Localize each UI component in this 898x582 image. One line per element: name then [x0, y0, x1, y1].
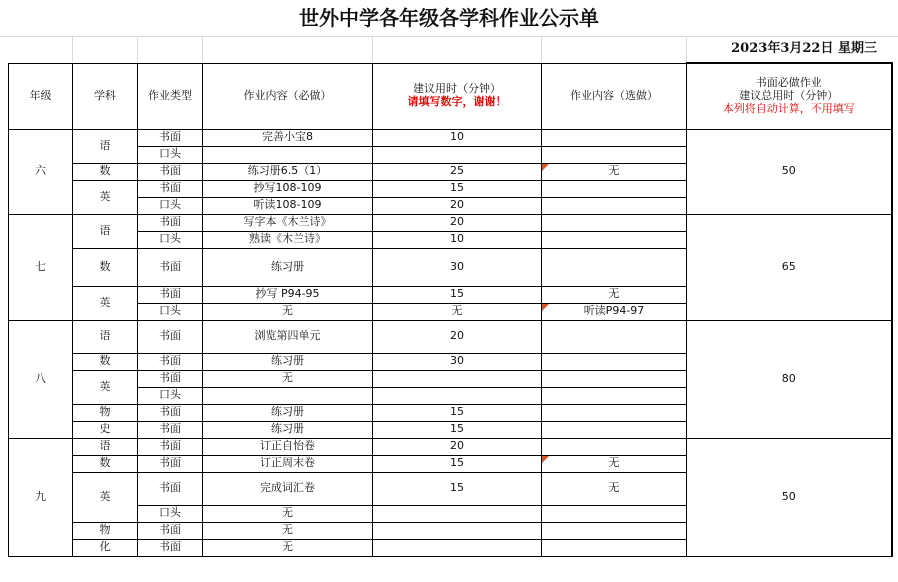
content-required-cell[interactable]: 完善小宝8 — [203, 129, 373, 146]
content-optional-cell[interactable] — [542, 522, 687, 539]
content-required-cell[interactable]: 无 — [203, 505, 373, 522]
content-required-cell[interactable]: 练习册 — [203, 421, 373, 438]
content-required-cell[interactable]: 无 — [203, 303, 373, 320]
content-optional-cell[interactable]: 无 — [542, 163, 687, 180]
type-cell-oral[interactable]: 口头 — [138, 303, 203, 320]
type-cell-written[interactable]: 书面 — [138, 370, 203, 387]
time-cell[interactable]: 15 — [373, 180, 542, 197]
content-required-cell[interactable]: 抄写108-109 — [203, 180, 373, 197]
subject-cell-chinese[interactable]: 语 — [73, 214, 138, 248]
grade-cell[interactable]: 六 — [9, 129, 73, 214]
time-cell[interactable]: 20 — [373, 197, 542, 214]
content-optional-cell[interactable] — [542, 438, 687, 455]
header-total-line2: 建议总用时（分钟） — [739, 88, 839, 102]
time-cell[interactable]: 15 — [373, 455, 542, 472]
content-required-cell[interactable]: 练习册 — [203, 353, 373, 370]
content-optional-cell[interactable] — [542, 248, 687, 286]
header-row — [9, 63, 892, 129]
content-required-cell[interactable]: 浏览第四单元 — [203, 320, 373, 353]
time-cell[interactable] — [373, 387, 542, 404]
content-required-cell[interactable]: 练习册 — [203, 248, 373, 286]
content-required-cell[interactable]: 听读108-109 — [203, 197, 373, 214]
content-optional-cell[interactable] — [542, 387, 687, 404]
subject-cell-chemistry[interactable]: 化 — [73, 539, 138, 556]
type-cell-written[interactable]: 书面 — [138, 438, 203, 455]
time-cell[interactable]: 30 — [373, 353, 542, 370]
header-grade: 年级 — [9, 63, 73, 129]
gridline — [72, 36, 73, 62]
header-total-line1: 书面必做作业 — [755, 76, 822, 90]
subject-cell-math[interactable]: 数 — [73, 353, 138, 370]
content-optional-cell[interactable] — [542, 197, 687, 214]
type-cell-written[interactable]: 书面 — [138, 522, 203, 539]
time-cell[interactable]: 20 — [373, 438, 542, 455]
subject-cell-math[interactable]: 数 — [73, 248, 138, 286]
subject-cell-physics[interactable]: 物 — [73, 404, 138, 421]
table-row — [9, 129, 892, 146]
table-row — [9, 214, 892, 231]
grade-cell[interactable]: 七 — [9, 214, 73, 320]
type-cell-oral[interactable]: 口头 — [138, 197, 203, 214]
content-required-cell[interactable]: 无 — [203, 370, 373, 387]
content-required-cell[interactable]: 写字本《木兰诗》 — [203, 214, 373, 231]
type-cell-written[interactable]: 书面 — [138, 404, 203, 421]
content-optional-cell[interactable] — [542, 404, 687, 421]
subject-cell-english[interactable]: 英 — [73, 472, 138, 522]
total-time-cell[interactable]: 50 — [687, 438, 892, 556]
content-required-cell[interactable]: 完成词汇卷 — [203, 472, 373, 505]
subject-cell-physics[interactable]: 物 — [73, 522, 138, 539]
content-optional-cell[interactable]: 无 — [542, 286, 687, 303]
content-required-cell[interactable] — [203, 387, 373, 404]
header-time — [373, 63, 542, 129]
type-cell-written[interactable]: 书面 — [138, 472, 203, 505]
table-row — [9, 438, 892, 455]
total-time-cell[interactable]: 50 — [687, 129, 892, 214]
time-cell[interactable]: 10 — [373, 129, 542, 146]
type-cell-written[interactable]: 书面 — [138, 286, 203, 303]
header-time-label: 建议用时（分钟） — [413, 82, 501, 96]
time-cell[interactable]: 10 — [373, 231, 542, 248]
time-cell[interactable]: 25 — [373, 163, 542, 180]
table-row — [9, 320, 892, 353]
time-cell[interactable] — [373, 146, 542, 163]
type-cell-written[interactable]: 书面 — [138, 180, 203, 197]
type-cell-oral[interactable]: 口头 — [138, 505, 203, 522]
grade-cell[interactable]: 九 — [9, 438, 73, 556]
header-subject: 学科 — [73, 63, 138, 129]
subject-cell-english[interactable]: 英 — [73, 180, 138, 214]
time-cell[interactable]: 15 — [373, 286, 542, 303]
content-optional-cell[interactable] — [542, 505, 687, 522]
content-required-cell[interactable]: 订正自怡卷 — [203, 438, 373, 455]
time-cell[interactable] — [373, 370, 542, 387]
time-cell[interactable] — [373, 505, 542, 522]
content-required-cell[interactable]: 无 — [203, 539, 373, 556]
type-cell-oral[interactable]: 口头 — [138, 231, 203, 248]
content-required-cell[interactable] — [203, 146, 373, 163]
type-cell-written[interactable]: 书面 — [138, 455, 203, 472]
type-cell-written[interactable]: 书面 — [138, 320, 203, 353]
table-body — [9, 129, 892, 556]
type-cell-written[interactable]: 书面 — [138, 129, 203, 146]
sheet-title: 世外中学各年级各学科作业公示单 — [299, 6, 599, 30]
content-required-cell[interactable]: 订正周末卷 — [203, 455, 373, 472]
time-cell[interactable]: 无 — [373, 303, 542, 320]
total-time-cell[interactable]: 80 — [687, 320, 892, 438]
content-required-cell[interactable]: 无 — [203, 522, 373, 539]
time-cell[interactable]: 15 — [373, 404, 542, 421]
subject-cell-history[interactable]: 史 — [73, 421, 138, 438]
content-optional-cell[interactable] — [542, 129, 687, 146]
content-optional-cell[interactable] — [542, 214, 687, 231]
type-cell-written[interactable]: 书面 — [138, 539, 203, 556]
type-cell-written[interactable]: 书面 — [138, 353, 203, 370]
header-total — [687, 63, 892, 129]
time-cell[interactable] — [373, 522, 542, 539]
content-optional-cell[interactable]: 听读P94-97 — [542, 303, 687, 320]
content-optional-cell[interactable] — [542, 370, 687, 387]
grade-cell[interactable]: 八 — [9, 320, 73, 438]
date-cell[interactable]: 2023年3月22日 星期三 — [731, 41, 877, 56]
subject-cell-math[interactable]: 数 — [73, 455, 138, 472]
content-required-cell[interactable]: 练习册 — [203, 404, 373, 421]
subject-cell-chinese[interactable]: 语 — [73, 438, 138, 455]
type-cell-written[interactable]: 书面 — [138, 214, 203, 231]
gridline — [541, 36, 542, 62]
type-cell-oral[interactable]: 口头 — [138, 146, 203, 163]
header-type: 作业类型 — [138, 63, 203, 129]
header-content-required: 作业内容（必做） — [203, 63, 373, 129]
time-cell[interactable]: 15 — [373, 472, 542, 505]
type-cell-written[interactable]: 书面 — [138, 248, 203, 286]
time-cell[interactable] — [373, 539, 542, 556]
content-optional-cell[interactable] — [542, 421, 687, 438]
gridline — [137, 36, 138, 62]
content-required-cell[interactable]: 练习册6.5（1） — [203, 163, 373, 180]
header-total-note: 本列将自动计算，不用填写 — [722, 101, 855, 115]
type-cell-written[interactable]: 书面 — [138, 421, 203, 438]
total-time-cell[interactable]: 65 — [687, 214, 892, 320]
subject-cell-chinese[interactable]: 语 — [73, 129, 138, 163]
gridline — [372, 36, 373, 62]
gridline — [202, 36, 203, 62]
content-optional-cell[interactable] — [542, 146, 687, 163]
time-cell[interactable]: 15 — [373, 421, 542, 438]
header-time-note: 请填写数字，谢谢！ — [407, 95, 507, 108]
type-cell-oral[interactable]: 口头 — [138, 387, 203, 404]
content-optional-cell[interactable] — [542, 539, 687, 556]
subject-cell-math[interactable]: 数 — [73, 163, 138, 180]
header-content-optional: 作业内容（选做） — [542, 63, 687, 129]
content-optional-cell[interactable] — [542, 353, 687, 370]
content-required-cell[interactable]: 熟读《木兰诗》 — [203, 231, 373, 248]
subject-cell-english[interactable]: 英 — [73, 286, 138, 320]
time-cell[interactable]: 20 — [373, 214, 542, 231]
content-optional-cell[interactable] — [542, 320, 687, 353]
homework-table — [8, 62, 893, 557]
time-cell[interactable]: 30 — [373, 248, 542, 286]
content-optional-cell[interactable] — [542, 231, 687, 248]
subject-cell-chinese[interactable]: 语 — [73, 320, 138, 353]
subject-cell-english[interactable]: 英 — [73, 370, 138, 404]
content-optional-cell[interactable]: 无 — [542, 455, 687, 472]
type-cell-written[interactable]: 书面 — [138, 163, 203, 180]
content-required-cell[interactable]: 抄写 P94-95 — [203, 286, 373, 303]
content-optional-cell[interactable] — [542, 180, 687, 197]
content-optional-cell[interactable]: 无 — [542, 472, 687, 505]
time-cell[interactable]: 20 — [373, 320, 542, 353]
